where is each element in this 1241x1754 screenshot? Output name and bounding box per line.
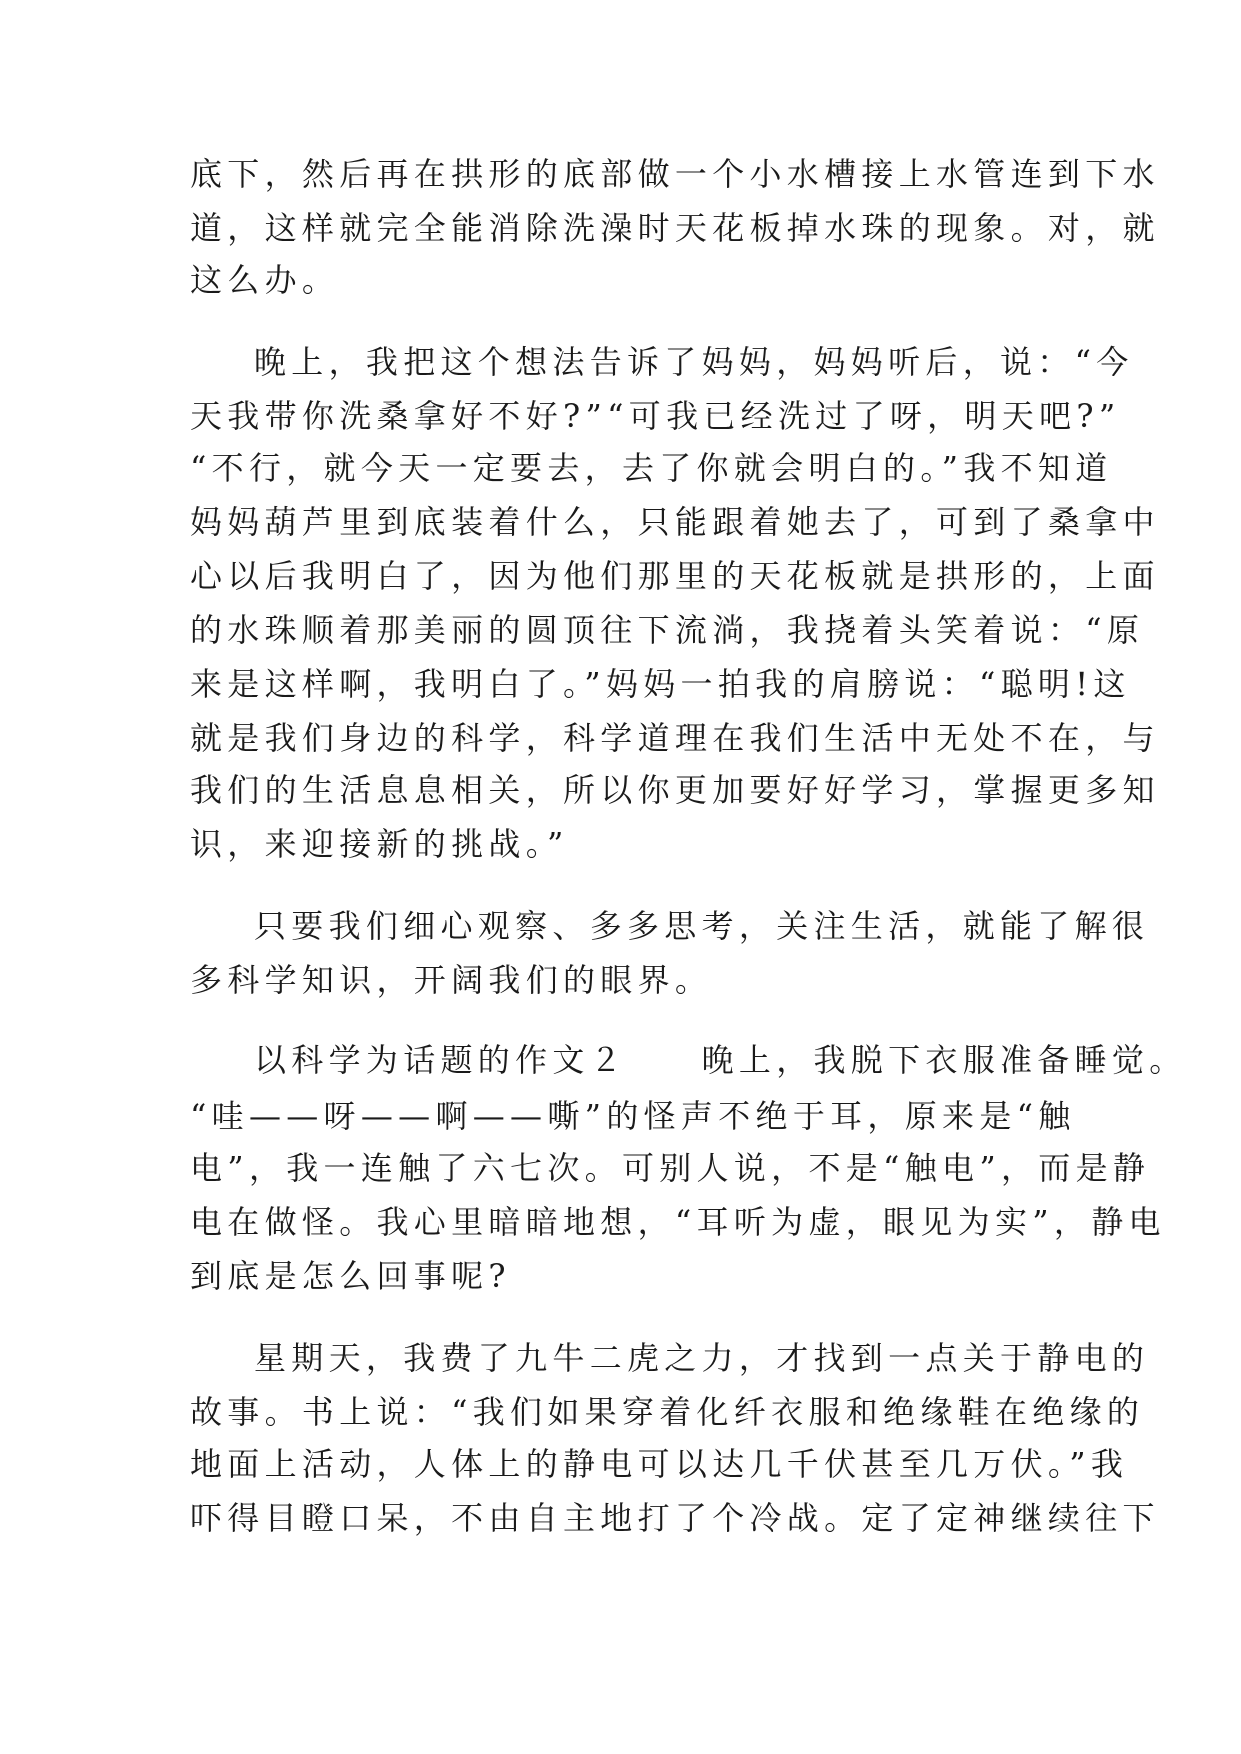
text-line: 识，来迎接新的挑战。” [190,825,569,863]
text-line: 地面上活动，人体上的静电可以达几千伏甚至几万伏。”我 [190,1445,1129,1483]
text-line: 道，这样就完全能消除洗澡时天花板掉水珠的现象。对，就 [190,209,1160,247]
text-line: “不行，就今天一定要去，去了你就会明白的。”我不知道 [190,449,1113,487]
text-line: 故事。书上说：“我们如果穿着化纤衣服和绝缘鞋在绝缘的 [190,1393,1145,1431]
text-line: 心以后我明白了，因为他们那里的天花板就是拱形的，上面 [190,557,1160,595]
text-line: 多科学知识，开阔我们的眼界。 [190,961,713,999]
text-line: 这么办。 [190,261,340,299]
text-line: 底下，然后再在拱形的底部做一个小水槽接上水管连到下水 [190,155,1160,193]
section-heading-line: 以科学为话题的作文２ 晚上，我脱下衣服准备睡觉。 [254,1041,1187,1079]
text-line: 来是这样啊，我明白了。”妈妈一拍我的肩膀说：“聪明!这 [190,665,1131,703]
paragraph-first-line: 晚上，我把这个想法告诉了妈妈，妈妈听后，说：“今 [254,343,1134,381]
text-line: 天我带你洗桑拿好不好?”“可我已经洗过了呀，明天吧?” [190,397,1121,435]
text-line: 吓得目瞪口呆，不由自主地打了个冷战。定了定神继续往下 [190,1499,1160,1537]
paragraph-first-line: 星期天，我费了九牛二虎之力，才找到一点关于静电的 [254,1339,1150,1377]
text-line: 的水珠顺着那美丽的圆顶往下流淌，我挠着头笑着说：“原 [190,611,1145,649]
paragraph-first-line: 只要我们细心观察、多多思考，关注生活，就能了解很 [254,907,1150,945]
text-line: 妈妈葫芦里到底装着什么，只能跟着她去了，可到了桑拿中 [190,503,1160,541]
text-line: 电在做怪。我心里暗暗地想，“耳听为虚，眼见为实”，静电 [190,1203,1166,1241]
text-line: “哇——呀——啊——嘶”的怪声不绝于耳，原来是“触 [190,1097,1076,1135]
text-line: 就是我们身边的科学，科学道理在我们生活中无处不在，与 [190,719,1160,757]
text-line: 我们的生活息息相关，所以你更加要好好学习，掌握更多知 [190,771,1160,809]
text-line: 到底是怎么回事呢? [190,1257,511,1295]
text-line: 电”，我一连触了六七次。可别人说，不是“触电”，而是静 [190,1149,1151,1187]
